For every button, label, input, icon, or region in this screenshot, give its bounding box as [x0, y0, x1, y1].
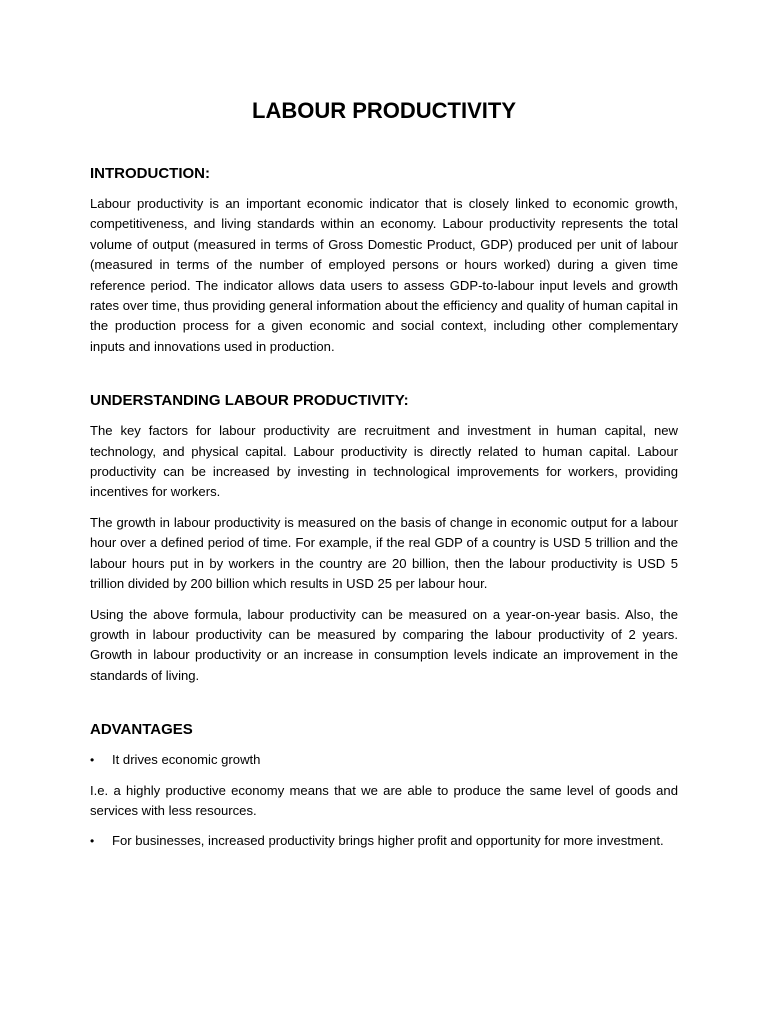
understanding-paragraph: The growth in labour productivity is measured on the basis of change in economic output for a labour hour over a defined period of time. For example, if the real GDP of a country is USD 5 trillion and the labour hours put in by workers in the country are 20 billion, then the labour productivity is USD 5 trillion divided by 200 billion which results in USD 25 per labour hour. [90, 514, 678, 592]
introduction-heading: INTRODUCTION: [90, 165, 210, 182]
document-title: LABOUR PRODUCTIVITY [252, 98, 516, 123]
bullet-item [90, 750, 678, 770]
advantages-section [90, 720, 678, 852]
advantages-heading: ADVANTAGES [90, 721, 193, 739]
understanding-paragraph: Using the above formula, labour productivity can be measured on a year-on-year basis. Also, the growth in labour productivity can be measured by comparing the labour productivity of 2 years. Growth in labour productivity or an increase in consumption levels indicate an improvement in the standards of living. [90, 606, 678, 683]
bullet-item [90, 831, 678, 851]
understanding-heading: UNDERSTANDING LABOUR PRODUCTIVITY: [90, 392, 409, 410]
introduction-paragraph: Labour productivity is an important economic indicator that is closely linked to economic growth, competitiveness, and living standards within an economy. Labour productivity represents the total volume of output (measured in terms of Gross Domestic Product, GDP) produced per unit of labour (measured in terms of the number of employed persons or hours worked) during a given time reference period. The indicator allows data users to assess GDP-to-labour input levels and growth rates over time, thus providing general information about the efficiency and quality of human capital in the production process for a given economic and social context, including other complementary inputs and innovations used in production. [90, 196, 678, 354]
introduction-section [90, 164, 678, 357]
bullet-icon: • [90, 753, 95, 768]
understanding-paragraph: The key factors for labour productivity are recruitment and investment in human capital, new technology, and physical capital. Labour productivity is directly related to human capital. Labour productivity can be increased by investing in technological improvements for workers, providing incentives for workers. [90, 423, 678, 500]
bullet-icon: • [90, 834, 95, 849]
bullet-text: For businesses, increased productivity brings higher profit and opportunity for more investment. [112, 833, 664, 849]
document-page [90, 0, 678, 852]
understanding-section [90, 391, 678, 686]
advantages-paragraph: I.e. a highly productive economy means that we are able to produce the same level of goods and services with less resources. [90, 782, 678, 818]
bullet-text: It drives economic growth [112, 752, 261, 768]
